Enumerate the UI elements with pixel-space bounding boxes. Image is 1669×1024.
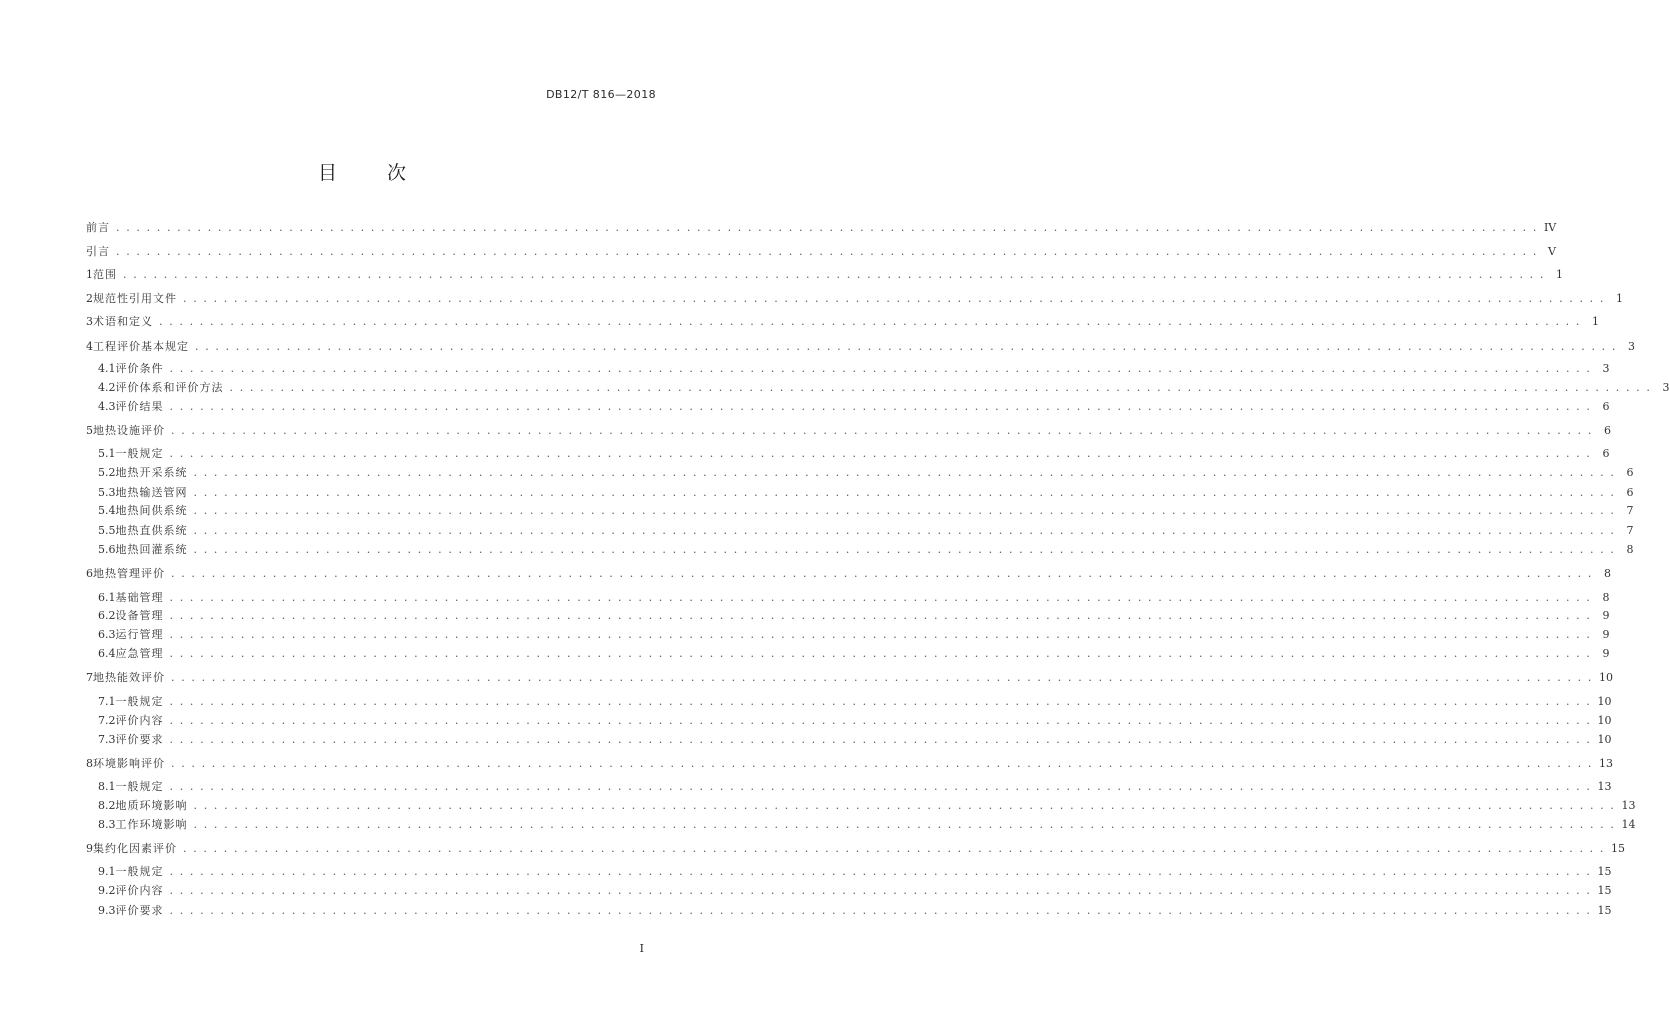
toc-leader-dots: . . . . . . . . . . . . . . . . . . . . . . . . . . . . . . . . . . . . . . . . . . . . . . . . . . . . . . . . . . . . . . . . . . . . . . . . . . . . . . . . . . . . . . . . . . . . . . . . . . . . . . . . . . . . . . . . . . . . . . . . . . . . . . . . . . . . . . . . . . . . bbox=[169, 447, 1592, 460]
toc-entry[interactable] bbox=[86, 865, 1612, 878]
toc-entry[interactable] bbox=[86, 671, 1613, 684]
toc-entry-page: 6 bbox=[1626, 486, 1634, 499]
toc-leader-dots: . . . . . . . . . . . . . . . . . . . . . . . . . . . . . . . . . . . . . . . . . . . . . . . . . . . . . . . . . . . . . . . . . . . . . . . . . . . . . . . . . . . . . . . . . . . . . . . . . . . . . . . . . . . . . . . . . . . . . . . . . . . . . . . . . . . . . . . . . . . . bbox=[123, 268, 1545, 281]
toc-leader-dots: . . . . . . . . . . . . . . . . . . . . . . . . . . . . . . . . . . . . . . . . . . . . . . . . . . . . . . . . . . . . . . . . . . . . . . . . . . . . . . . . . . . . . . . . . . . . . . . . . . . . . . . . . . . . . . . . . . . . . . . . . . . . . . . . . . . . . . . . . . . . bbox=[169, 714, 1592, 727]
toc-entry[interactable] bbox=[86, 292, 1623, 305]
toc-entry-title: 地热输送管网 bbox=[115, 486, 188, 499]
toc-entry-title: 设备管理 bbox=[115, 609, 164, 622]
toc-leader-dots: . . . . . . . . . . . . . . . . . . . . . . . . . . . . . . . . . . . . . . . . . . . . . . . . . . . . . . . . . . . . . . . . . . . . . . . . . . . . . . . . . . . . . . . . . . . . . . . . . . . . . . . . . . . . . . . . . . . . . . . . . . . . . . . . . . . . . . . . . . . . bbox=[169, 884, 1592, 897]
toc-entry-page: 13 bbox=[1597, 780, 1612, 793]
toc-entry-number: 5.5 bbox=[98, 524, 116, 537]
toc-entry-number: 5 bbox=[86, 424, 93, 437]
toc-entry-page: 15 bbox=[1610, 842, 1625, 855]
toc-entry-page: V bbox=[1548, 245, 1556, 258]
page-number: I bbox=[639, 942, 644, 955]
toc-entry-page: 9 bbox=[1602, 609, 1610, 622]
standard-code: DB12/T 816—2018 bbox=[546, 88, 656, 101]
toc-entry-title: 评价体系和评价方法 bbox=[115, 381, 224, 394]
toc-entry-number: 5.1 bbox=[98, 447, 116, 460]
toc-leader-dots: . . . . . . . . . . . . . . . . . . . . . . . . . . . . . . . . . . . . . . . . . . . . . . . . . . . . . . . . . . . . . . . . . . . . . . . . . . . . . . . . . . . . . . . . . . . . . . . . . . . . . . . . . . . . . . . . . . . . . . . . . . . . . . . . . . . . . . . . . . . . bbox=[169, 647, 1592, 660]
toc-entry[interactable] bbox=[86, 362, 1610, 375]
toc-entry-title: 运行管理 bbox=[115, 628, 164, 641]
toc-leader-dots: . . . . . . . . . . . . . . . . . . . . . . . . . . . . . . . . . . . . . . . . . . . . . . . . . . . . . . . . . . . . . . . . . . . . . . . . . . . . . . . . . . . . . . . . . . . . . . . . . . . . . . . . . . . . . . . . . . . . . . . . . . . . . . . . . . . . . . . . . . . . bbox=[169, 609, 1592, 622]
toc-entry[interactable] bbox=[86, 818, 1636, 831]
toc-entry-number: 4.2 bbox=[98, 381, 116, 394]
toc-entry[interactable] bbox=[86, 628, 1610, 641]
toc-entry-title: 评价内容 bbox=[115, 714, 164, 727]
toc-entry-number: 7.1 bbox=[98, 695, 116, 708]
toc-entry[interactable] bbox=[86, 486, 1634, 499]
toc-entry[interactable] bbox=[86, 591, 1610, 604]
toc-entry-page: 1 bbox=[1555, 268, 1563, 281]
toc-entry-page: 6 bbox=[1603, 424, 1611, 437]
toc-entry-page: 13 bbox=[1621, 799, 1636, 812]
toc-entry-title: 地热间供系统 bbox=[115, 504, 188, 517]
toc-entry[interactable] bbox=[86, 757, 1613, 770]
toc-leader-dots: . . . . . . . . . . . . . . . . . . . . . . . . . . . . . . . . . . . . . . . . . . . . . . . . . . . . . . . . . . . . . . . . . . . . . . . . . . . . . . . . . . . . . . . . . . . . . . . . . . . . . . . . . . . . . . . . . . . . . . . . . . . . . . . . . . . . . . . . . . . . bbox=[171, 757, 1593, 770]
toc-entry-number: 4.1 bbox=[98, 362, 116, 375]
toc-entry-number: 5.4 bbox=[98, 504, 116, 517]
toc-entry-title: 评价条件 bbox=[115, 362, 164, 375]
toc-entry[interactable] bbox=[86, 799, 1636, 812]
toc-entry-title: 工程评价基本规定 bbox=[93, 340, 189, 353]
toc-entry-title: 地热能效评价 bbox=[93, 671, 165, 684]
toc-entry[interactable] bbox=[86, 733, 1612, 746]
toc-entry-title: 评价结果 bbox=[115, 400, 164, 413]
toc-entry-page: 10 bbox=[1597, 695, 1612, 708]
toc-entry-title: 术语和定义 bbox=[93, 315, 153, 328]
toc-entry[interactable] bbox=[86, 524, 1634, 537]
toc-leader-dots: . . . . . . . . . . . . . . . . . . . . . . . . . . . . . . . . . . . . . . . . . . . . . . . . . . . . . . . . . . . . . . . . . . . . . . . . . . . . . . . . . . . . . . . . . . . . . . . . . . . . . . . . . . . . . . . . . . . . . . . . . . . . . . . . . . . . . . . . . . . . bbox=[193, 818, 1616, 831]
toc-entry-number: 5.3 bbox=[98, 486, 116, 499]
toc-entry-number: 7 bbox=[86, 671, 93, 684]
toc-leader-dots: . . . . . . . . . . . . . . . . . . . . . . . . . . . . . . . . . . . . . . . . . . . . . . . . . . . . . . . . . . . . . . . . . . . . . . . . . . . . . . . . . . . . . . . . . . . . . . . . . . . . . . . . . . . . . . . . . . . . . . . . . . . . . . . . . . . . . . . . . . . . bbox=[169, 865, 1592, 878]
toc-leader-dots: . . . . . . . . . . . . . . . . . . . . . . . . . . . . . . . . . . . . . . . . . . . . . . . . . . . . . . . . . . . . . . . . . . . . . . . . . . . . . . . . . . . . . . . . . . . . . . . . . . . . . . . . . . . . . . . . . . . . . . . . . . . . . . . . . . . . . . . . . . . . bbox=[169, 904, 1592, 917]
toc-entry-page: 3 bbox=[1602, 362, 1610, 375]
toc-entry-page: 1 bbox=[1591, 315, 1599, 328]
toc-entry[interactable] bbox=[86, 647, 1610, 660]
toc-entry[interactable] bbox=[86, 884, 1612, 897]
toc-entry-page: 7 bbox=[1626, 504, 1634, 517]
toc-entry-number: 6 bbox=[86, 567, 93, 580]
toc-entry-number: 6.3 bbox=[98, 628, 116, 641]
toc-entry[interactable] bbox=[86, 268, 1563, 281]
toc-entry[interactable] bbox=[86, 543, 1634, 556]
toc-entry-page: 9 bbox=[1602, 628, 1610, 641]
toc-entry-title: 范围 bbox=[93, 268, 117, 281]
toc-entry-number: 3 bbox=[86, 315, 93, 328]
toc-entry[interactable] bbox=[86, 695, 1612, 708]
toc-leader-dots: . . . . . . . . . . . . . . . . . . . . . . . . . . . . . . . . . . . . . . . . . . . . . . . . . . . . . . . . . . . . . . . . . . . . . . . . . . . . . . . . . . . . . . . . . . . . . . . . . . . . . . . . . . . . . . . . . . . . . . . . . . . . . . . . . . . . . . . . . . . . bbox=[229, 381, 1652, 394]
toc-entry-page: 14 bbox=[1621, 818, 1636, 831]
toc-entry-title: 地质环境影响 bbox=[115, 799, 188, 812]
toc-entry-title: 地热直供系统 bbox=[115, 524, 188, 537]
toc-entry-title: 工作环境影响 bbox=[115, 818, 188, 831]
toc-entry-title: 评价要求 bbox=[115, 904, 164, 917]
toc-entry-number: 8.2 bbox=[98, 799, 116, 812]
toc-entry[interactable] bbox=[86, 842, 1625, 855]
toc-entry-page: 6 bbox=[1602, 400, 1610, 413]
toc-entry-title: 地热设施评价 bbox=[93, 424, 165, 437]
toc-entry-title: 一般规定 bbox=[115, 865, 164, 878]
toc-leader-dots: . . . . . . . . . . . . . . . . . . . . . . . . . . . . . . . . . . . . . . . . . . . . . . . . . . . . . . . . . . . . . . . . . . . . . . . . . . . . . . . . . . . . . . . . . . . . . . . . . . . . . . . . . . . . . . . . . . . . . . . . . . . . . . . . . . . . . . . . . . . . bbox=[171, 567, 1593, 580]
toc-leader-dots: . . . . . . . . . . . . . . . . . . . . . . . . . . . . . . . . . . . . . . . . . . . . . . . . . . . . . . . . . . . . . . . . . . . . . . . . . . . . . . . . . . . . . . . . . . . . . . . . . . . . . . . . . . . . . . . . . . . . . . . . . . . . . . . . . . . . . . . . . . . . bbox=[169, 400, 1592, 413]
toc-leader-dots: . . . . . . . . . . . . . . . . . . . . . . . . . . . . . . . . . . . . . . . . . . . . . . . . . . . . . . . . . . . . . . . . . . . . . . . . . . . . . . . . . . . . . . . . . . . . . . . . . . . . . . . . . . . . . . . . . . . . . . . . . . . . . . . . . . . . . . . . . . . . bbox=[193, 524, 1616, 537]
toc-entry-number: 9.3 bbox=[98, 904, 116, 917]
toc-entry[interactable] bbox=[86, 447, 1610, 460]
toc-leader-dots: . . . . . . . . . . . . . . . . . . . . . . . . . . . . . . . . . . . . . . . . . . . . . . . . . . . . . . . . . . . . . . . . . . . . . . . . . . . . . . . . . . . . . . . . . . . . . . . . . . . . . . . . . . . . . . . . . . . . . . . . . . . . . . . . . . . . . . . . . . . . bbox=[116, 221, 1538, 234]
toc-entry-title: 基础管理 bbox=[115, 591, 164, 604]
toc-entry-page: 15 bbox=[1597, 904, 1612, 917]
toc-entry-page: 15 bbox=[1597, 884, 1612, 897]
toc-entry[interactable] bbox=[86, 245, 1556, 258]
toc-leader-dots: . . . . . . . . . . . . . . . . . . . . . . . . . . . . . . . . . . . . . . . . . . . . . . . . . . . . . . . . . . . . . . . . . . . . . . . . . . . . . . . . . . . . . . . . . . . . . . . . . . . . . . . . . . . . . . . . . . . . . . . . . . . . . . . . . . . . . . . . . . . . bbox=[116, 245, 1538, 258]
toc-entry-number: 8.3 bbox=[98, 818, 116, 831]
toc-leader-dots: . . . . . . . . . . . . . . . . . . . . . . . . . . . . . . . . . . . . . . . . . . . . . . . . . . . . . . . . . . . . . . . . . . . . . . . . . . . . . . . . . . . . . . . . . . . . . . . . . . . . . . . . . . . . . . . . . . . . . . . . . . . . . . . . . . . . . . . . . . . . bbox=[169, 362, 1592, 375]
toc-leader-dots: . . . . . . . . . . . . . . . . . . . . . . . . . . . . . . . . . . . . . . . . . . . . . . . . . . . . . . . . . . . . . . . . . . . . . . . . . . . . . . . . . . . . . . . . . . . . . . . . . . . . . . . . . . . . . . . . . . . . . . . . . . . . . . . . . . . . . . . . . . . . bbox=[169, 733, 1592, 746]
toc-entry-title: 评价内容 bbox=[115, 884, 164, 897]
toc-entry-title: 规范性引用文件 bbox=[93, 292, 177, 305]
toc-entry-page: 8 bbox=[1602, 591, 1610, 604]
toc-entry-page: 6 bbox=[1626, 466, 1634, 479]
toc-leader-dots: . . . . . . . . . . . . . . . . . . . . . . . . . . . . . . . . . . . . . . . . . . . . . . . . . . . . . . . . . . . . . . . . . . . . . . . . . . . . . . . . . . . . . . . . . . . . . . . . . . . . . . . . . . . . . . . . . . . . . . . . . . . . . . . . . . . . . . . . . . . . bbox=[195, 340, 1617, 353]
toc-entry[interactable] bbox=[86, 904, 1612, 917]
toc-entry-page: 3 bbox=[1662, 381, 1669, 394]
toc-entry[interactable] bbox=[86, 315, 1599, 328]
toc-entry-number: 9.1 bbox=[98, 865, 116, 878]
toc-entry[interactable] bbox=[86, 609, 1610, 622]
toc-entry[interactable] bbox=[86, 466, 1634, 479]
toc-entry-page: 7 bbox=[1626, 524, 1634, 537]
toc-entry-number: 6.1 bbox=[98, 591, 116, 604]
toc-entry-number: 7.2 bbox=[98, 714, 116, 727]
toc-leader-dots: . . . . . . . . . . . . . . . . . . . . . . . . . . . . . . . . . . . . . . . . . . . . . . . . . . . . . . . . . . . . . . . . . . . . . . . . . . . . . . . . . . . . . . . . . . . . . . . . . . . . . . . . . . . . . . . . . . . . . . . . . . . . . . . . . . . . . . . . . . . . bbox=[159, 315, 1581, 328]
toc-entry[interactable] bbox=[86, 381, 1669, 394]
toc-entry-number: 2 bbox=[86, 292, 93, 305]
toc-leader-dots: . . . . . . . . . . . . . . . . . . . . . . . . . . . . . . . . . . . . . . . . . . . . . . . . . . . . . . . . . . . . . . . . . . . . . . . . . . . . . . . . . . . . . . . . . . . . . . . . . . . . . . . . . . . . . . . . . . . . . . . . . . . . . . . . . . . . . . . . . . . . bbox=[171, 671, 1593, 684]
toc-entry-title: 应急管理 bbox=[115, 647, 164, 660]
toc-entry-title: 引言 bbox=[86, 245, 110, 258]
toc-entry-number: 8 bbox=[86, 757, 93, 770]
toc-entry-number: 5.2 bbox=[98, 466, 116, 479]
toc-entry-page: 3 bbox=[1627, 340, 1635, 353]
toc-entry-title: 评价要求 bbox=[115, 733, 164, 746]
toc-leader-dots: . . . . . . . . . . . . . . . . . . . . . . . . . . . . . . . . . . . . . . . . . . . . . . . . . . . . . . . . . . . . . . . . . . . . . . . . . . . . . . . . . . . . . . . . . . . . . . . . . . . . . . . . . . . . . . . . . . . . . . . . . . . . . . . . . . . . . . . . . . . . bbox=[169, 591, 1592, 604]
toc-entry-title: 一般规定 bbox=[115, 447, 164, 460]
toc-entry-page: 15 bbox=[1597, 865, 1612, 878]
toc-entry[interactable] bbox=[86, 504, 1634, 517]
toc-entry-title: 一般规定 bbox=[115, 695, 164, 708]
toc-leader-dots: . . . . . . . . . . . . . . . . . . . . . . . . . . . . . . . . . . . . . . . . . . . . . . . . . . . . . . . . . . . . . . . . . . . . . . . . . . . . . . . . . . . . . . . . . . . . . . . . . . . . . . . . . . . . . . . . . . . . . . . . . . . . . . . . . . . . . . . . . . . . bbox=[193, 486, 1616, 499]
toc-entry-number: 7.3 bbox=[98, 733, 116, 746]
toc-leader-dots: . . . . . . . . . . . . . . . . . . . . . . . . . . . . . . . . . . . . . . . . . . . . . . . . . . . . . . . . . . . . . . . . . . . . . . . . . . . . . . . . . . . . . . . . . . . . . . . . . . . . . . . . . . . . . . . . . . . . . . . . . . . . . . . . . . . . . . . . . . . . bbox=[193, 543, 1616, 556]
toc-entry-title: 地热回灌系统 bbox=[115, 543, 188, 556]
toc-leader-dots: . . . . . . . . . . . . . . . . . . . . . . . . . . . . . . . . . . . . . . . . . . . . . . . . . . . . . . . . . . . . . . . . . . . . . . . . . . . . . . . . . . . . . . . . . . . . . . . . . . . . . . . . . . . . . . . . . . . . . . . . . . . . . . . . . . . . . . . . . . . . bbox=[169, 780, 1592, 793]
toc-entry-title: 地热管理评价 bbox=[93, 567, 165, 580]
toc-leader-dots: . . . . . . . . . . . . . . . . . . . . . . . . . . . . . . . . . . . . . . . . . . . . . . . . . . . . . . . . . . . . . . . . . . . . . . . . . . . . . . . . . . . . . . . . . . . . . . . . . . . . . . . . . . . . . . . . . . . . . . . . . . . . . . . . . . . . . . . . . . . . bbox=[169, 628, 1592, 641]
toc-leader-dots: . . . . . . . . . . . . . . . . . . . . . . . . . . . . . . . . . . . . . . . . . . . . . . . . . . . . . . . . . . . . . . . . . . . . . . . . . . . . . . . . . . . . . . . . . . . . . . . . . . . . . . . . . . . . . . . . . . . . . . . . . . . . . . . . . . . . . . . . . . . . bbox=[193, 466, 1616, 479]
toc-leader-dots: . . . . . . . . . . . . . . . . . . . . . . . . . . . . . . . . . . . . . . . . . . . . . . . . . . . . . . . . . . . . . . . . . . . . . . . . . . . . . . . . . . . . . . . . . . . . . . . . . . . . . . . . . . . . . . . . . . . . . . . . . . . . . . . . . . . . . . . . . . . . bbox=[193, 799, 1616, 812]
toc-entry-number: 4.3 bbox=[98, 400, 116, 413]
toc-entry-page: 8 bbox=[1603, 567, 1611, 580]
toc-entry-page: 10 bbox=[1597, 733, 1612, 746]
toc-entry[interactable] bbox=[86, 221, 1557, 234]
toc-entry-page: 10 bbox=[1598, 671, 1613, 684]
toc-entry-number: 9.2 bbox=[98, 884, 116, 897]
toc-entry[interactable] bbox=[86, 424, 1611, 437]
toc-entry-number: 4 bbox=[86, 340, 93, 353]
toc-entry-page: 13 bbox=[1598, 757, 1613, 770]
toc-leader-dots: . . . . . . . . . . . . . . . . . . . . . . . . . . . . . . . . . . . . . . . . . . . . . . . . . . . . . . . . . . . . . . . . . . . . . . . . . . . . . . . . . . . . . . . . . . . . . . . . . . . . . . . . . . . . . . . . . . . . . . . . . . . . . . . . . . . . . . . . . . . . bbox=[169, 695, 1592, 708]
toc-entry[interactable] bbox=[86, 340, 1635, 353]
toc-entry-number: 5.6 bbox=[98, 543, 116, 556]
toc-entry-number: 8.1 bbox=[98, 780, 116, 793]
toc-entry-number: 9 bbox=[86, 842, 93, 855]
toc-entry-number: 6.4 bbox=[98, 647, 116, 660]
toc-entry-page: 9 bbox=[1602, 647, 1610, 660]
toc-entry-title: 一般规定 bbox=[115, 780, 164, 793]
toc-entry-number: 1 bbox=[86, 268, 93, 281]
toc-entry[interactable] bbox=[86, 714, 1612, 727]
page-title: 目 次 bbox=[317, 162, 429, 184]
toc-entry[interactable] bbox=[86, 400, 1610, 413]
toc-entry-title: 环境影响评价 bbox=[93, 757, 165, 770]
toc-entry-page: 10 bbox=[1597, 714, 1612, 727]
toc-entry[interactable] bbox=[86, 780, 1612, 793]
toc-entry-number: 6.2 bbox=[98, 609, 116, 622]
toc-entry-page: IV bbox=[1543, 221, 1557, 234]
toc-leader-dots: . . . . . . . . . . . . . . . . . . . . . . . . . . . . . . . . . . . . . . . . . . . . . . . . . . . . . . . . . . . . . . . . . . . . . . . . . . . . . . . . . . . . . . . . . . . . . . . . . . . . . . . . . . . . . . . . . . . . . . . . . . . . . . . . . . . . . . . . . . . . bbox=[171, 424, 1593, 437]
toc-entry-page: 6 bbox=[1602, 447, 1610, 460]
toc-entry-title: 前言 bbox=[86, 221, 110, 234]
toc-leader-dots: . . . . . . . . . . . . . . . . . . . . . . . . . . . . . . . . . . . . . . . . . . . . . . . . . . . . . . . . . . . . . . . . . . . . . . . . . . . . . . . . . . . . . . . . . . . . . . . . . . . . . . . . . . . . . . . . . . . . . . . . . . . . . . . . . . . . . . . . . . . . bbox=[193, 504, 1616, 517]
toc-entry-title: 地热开采系统 bbox=[115, 466, 188, 479]
toc-entry-title: 集约化因素评价 bbox=[93, 842, 177, 855]
toc-entry-page: 1 bbox=[1615, 292, 1623, 305]
toc-leader-dots: . . . . . . . . . . . . . . . . . . . . . . . . . . . . . . . . . . . . . . . . . . . . . . . . . . . . . . . . . . . . . . . . . . . . . . . . . . . . . . . . . . . . . . . . . . . . . . . . . . . . . . . . . . . . . . . . . . . . . . . . . . . . . . . . . . . . . . . . . . . . bbox=[183, 842, 1605, 855]
toc-entry-page: 8 bbox=[1626, 543, 1634, 556]
toc-leader-dots: . . . . . . . . . . . . . . . . . . . . . . . . . . . . . . . . . . . . . . . . . . . . . . . . . . . . . . . . . . . . . . . . . . . . . . . . . . . . . . . . . . . . . . . . . . . . . . . . . . . . . . . . . . . . . . . . . . . . . . . . . . . . . . . . . . . . . . . . . . . . bbox=[183, 292, 1605, 305]
toc-entry[interactable] bbox=[86, 567, 1611, 580]
